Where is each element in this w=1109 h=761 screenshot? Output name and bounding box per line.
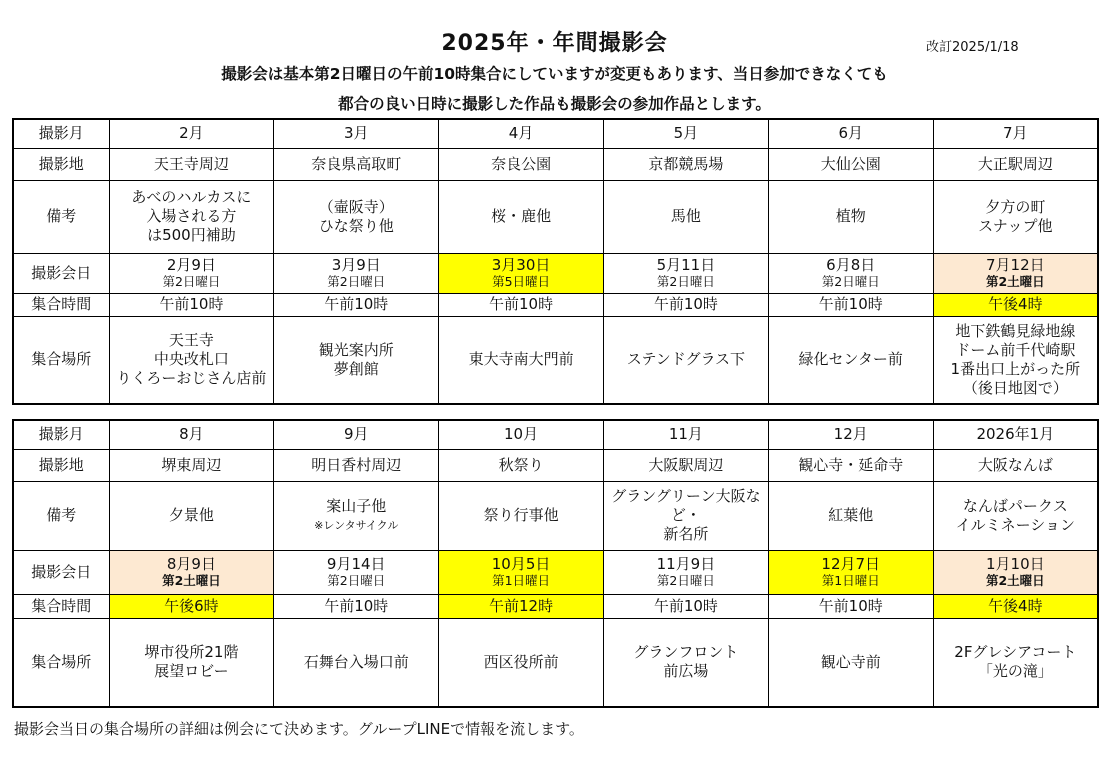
- meeting-line: 観光案内所: [318, 340, 394, 359]
- date-text: 10月5日: [491, 555, 551, 573]
- meeting-cell: [109, 316, 274, 404]
- date-text: 7月12日: [986, 256, 1045, 274]
- month-cell: 5月: [603, 119, 768, 148]
- weekday-text: 第2日曜日: [327, 573, 386, 588]
- place-cell: 堺東周辺: [109, 449, 274, 481]
- meeting-line: （後日地図で）: [962, 378, 1068, 397]
- row-meeting: [13, 316, 1098, 404]
- time-cell: 午前10時: [768, 293, 933, 316]
- meeting-line: 2Fグレシアコート: [954, 643, 1077, 662]
- place-cell: 大仙公園: [768, 148, 933, 180]
- date-cell-highlighted: [109, 550, 274, 594]
- meeting-line: 堺市役所21階: [144, 643, 239, 662]
- meeting-cell: 観心寺前: [768, 618, 933, 707]
- row-notes: [13, 481, 1098, 550]
- label-place: 撮影地: [13, 148, 109, 180]
- weekday-text: 第2土曜日: [162, 573, 221, 588]
- row-meeting: [13, 618, 1098, 707]
- time-cell: 午前10時: [768, 594, 933, 618]
- notes-cell: 桜・鹿他: [439, 180, 604, 253]
- meeting-line: 天王寺: [168, 331, 214, 350]
- label-meeting: 集合場所: [13, 316, 109, 404]
- date-text: 12月7日: [821, 555, 881, 573]
- weekday-text: 第2日曜日: [327, 274, 386, 289]
- place-cell: 大阪なんば: [933, 449, 1098, 481]
- meeting-cell: [603, 618, 768, 707]
- subtitle-line-1: 撮影会は基本第2日曜日の午前10時集合にしていますが変更もあります、当日参加できなくても: [221, 65, 888, 83]
- meeting-cell: 緑化センター前: [768, 316, 933, 404]
- weekday-text: 第2土曜日: [985, 274, 1045, 289]
- date-cell: [109, 253, 274, 293]
- meeting-cell: [274, 316, 439, 404]
- date-text: 8月9日: [166, 555, 216, 573]
- place-cell: 奈良県高取町: [274, 148, 439, 180]
- notes-cell: [933, 180, 1098, 253]
- notes-line: イルミネーション: [955, 515, 1076, 534]
- date-cell-highlighted: [933, 550, 1098, 594]
- row-place: [13, 449, 1098, 481]
- notes-line: あべのハルカスに: [131, 188, 252, 206]
- month-cell: 4月: [439, 119, 604, 148]
- meeting-cell: 西区役所前: [439, 618, 604, 707]
- meeting-line: 地下鉄鶴見緑地線: [955, 321, 1076, 340]
- month-cell: 8月: [109, 420, 274, 449]
- label-meeting: 集合場所: [13, 618, 109, 707]
- weekday-text: 第5日曜日: [492, 274, 551, 289]
- label-date: 撮影会日: [13, 550, 109, 594]
- label-month: 撮影月: [13, 119, 109, 148]
- notes-cell: [274, 481, 439, 550]
- month-cell: 6月: [768, 119, 933, 148]
- meeting-cell: 石舞台入場口前: [274, 618, 439, 707]
- date-text: 5月11日: [656, 256, 716, 274]
- weekday-text: 第1日曜日: [492, 573, 551, 588]
- meeting-line: 「光の滝」: [977, 662, 1053, 681]
- place-cell: 明日香村周辺: [274, 449, 439, 481]
- time-cell: 午前10時: [274, 293, 439, 316]
- date-cell-highlighted: [933, 253, 1098, 293]
- meeting-line: グランフロント: [633, 643, 739, 662]
- footer-note: 撮影会当日の集合場所の詳細は例会にて決めます。グループLINEで情報を流します。: [14, 720, 584, 738]
- date-text: 6月8日: [826, 256, 876, 274]
- meeting-line: 1番出口上がった所: [950, 359, 1081, 378]
- schedule-table-second-half: [12, 419, 1099, 708]
- notes-cell: [274, 180, 439, 253]
- row-date: [13, 550, 1098, 594]
- notes-small-line: ※レンタサイクル: [314, 518, 399, 532]
- label-month: 撮影月: [13, 420, 109, 449]
- date-text: 2月9日: [166, 256, 216, 274]
- notes-line: （壷阪寺）: [318, 197, 394, 216]
- time-cell-highlighted: 午前12時: [439, 594, 604, 618]
- weekday-text: 第2日曜日: [656, 274, 715, 289]
- notes-line: 入場される方: [146, 207, 237, 225]
- notes-cell: 馬他: [603, 180, 768, 253]
- row-time: [13, 293, 1098, 316]
- time-cell-highlighted: 午後4時: [933, 594, 1098, 618]
- place-cell: 大正駅周辺: [933, 148, 1098, 180]
- month-cell: 2026年1月: [933, 420, 1098, 449]
- meeting-line: 中央改札口: [153, 350, 229, 369]
- subtitle-line-2: 都合の良い日時に撮影した作品も撮影会の参加作品とします。: [338, 95, 771, 113]
- month-cell: 12月: [768, 420, 933, 449]
- label-notes: 備考: [13, 180, 109, 253]
- label-time: 集合時間: [13, 293, 109, 316]
- month-cell: 2月: [109, 119, 274, 148]
- notes-cell: 紅葉他: [768, 481, 933, 550]
- date-cell: [274, 550, 439, 594]
- meeting-line: 展望ロビー: [154, 662, 229, 681]
- notes-cell: [109, 180, 274, 253]
- row-month: [13, 420, 1098, 449]
- meeting-cell: ステンドグラス下: [603, 316, 768, 404]
- meeting-line: 夢創館: [333, 359, 379, 378]
- meeting-cell: 東大寺南大門前: [439, 316, 604, 404]
- time-cell-highlighted: 午後6時: [109, 594, 274, 618]
- date-cell-highlighted: [439, 550, 604, 594]
- notes-line: ひな祭り他: [318, 216, 394, 235]
- month-cell: 9月: [274, 420, 439, 449]
- meeting-line: ドーム前千代崎駅: [955, 340, 1076, 359]
- notes-line: は500円補助: [147, 226, 236, 244]
- meeting-cell: [109, 618, 274, 707]
- row-notes: [13, 180, 1098, 253]
- notes-cell: [603, 481, 768, 550]
- weekday-text: 第2土曜日: [985, 573, 1045, 588]
- notes-cell: 祭り行事他: [439, 481, 604, 550]
- meeting-line: 前広場: [663, 662, 709, 681]
- month-cell: 7月: [933, 119, 1098, 148]
- notes-line: 案山子他: [326, 496, 387, 515]
- label-place: 撮影地: [13, 449, 109, 481]
- notes-cell: [933, 481, 1098, 550]
- row-date: [13, 253, 1098, 293]
- month-cell: 10月: [439, 420, 604, 449]
- weekday-text: 第2日曜日: [656, 573, 715, 588]
- place-cell: 奈良公園: [439, 148, 604, 180]
- date-cell: [603, 253, 768, 293]
- label-date: 撮影会日: [13, 253, 109, 293]
- weekday-text: 第2日曜日: [821, 274, 880, 289]
- date-cell: [274, 253, 439, 293]
- time-cell: 午前10時: [603, 293, 768, 316]
- row-time: [13, 594, 1098, 618]
- date-text: 3月9日: [331, 256, 381, 274]
- place-cell: 天王寺周辺: [109, 148, 274, 180]
- meeting-cell: [933, 316, 1098, 404]
- date-cell: [768, 253, 933, 293]
- date-cell-highlighted: [768, 550, 933, 594]
- meeting-cell: [933, 618, 1098, 707]
- page-title: 2025年・年間撮影会: [441, 31, 668, 56]
- revision-date: 改訂2025/1/18: [926, 40, 1019, 55]
- place-cell: 大阪駅周辺: [603, 449, 768, 481]
- time-cell: 午前10時: [603, 594, 768, 618]
- date-cell-highlighted: [439, 253, 604, 293]
- notes-cell: 植物: [768, 180, 933, 253]
- time-cell: 午前10時: [109, 293, 274, 316]
- label-time: 集合時間: [13, 594, 109, 618]
- schedule-table-first-half: [12, 118, 1099, 405]
- notes-line: グラングリーン大阪など・: [611, 487, 761, 524]
- place-cell: 京都競馬場: [603, 148, 768, 180]
- label-notes: 備考: [13, 481, 109, 550]
- notes-cell: 夕景他: [109, 481, 274, 550]
- date-cell: [603, 550, 768, 594]
- month-cell: 11月: [603, 420, 768, 449]
- row-month: [13, 119, 1098, 148]
- notes-line: なんばパークス: [962, 496, 1068, 515]
- time-cell: 午前10時: [274, 594, 439, 618]
- weekday-text: 第2日曜日: [162, 274, 221, 289]
- date-text: 11月9日: [656, 555, 716, 573]
- weekday-text: 第1日曜日: [821, 573, 880, 588]
- meeting-line: りくろーおじさん店前: [116, 369, 267, 388]
- row-place: [13, 148, 1098, 180]
- notes-line: 夕方の町: [985, 197, 1046, 216]
- month-cell: 3月: [274, 119, 439, 148]
- date-text: 1月10日: [986, 555, 1045, 573]
- place-cell: 観心寺・延命寺: [768, 449, 933, 481]
- date-text: 3月30日: [491, 256, 551, 274]
- notes-line: 新名所: [663, 525, 709, 543]
- notes-line: スナップ他: [978, 216, 1053, 235]
- time-cell: 午前10時: [439, 293, 604, 316]
- time-cell-highlighted: 午後4時: [933, 293, 1098, 316]
- place-cell: 秋祭り: [439, 449, 604, 481]
- date-text: 9月14日: [326, 555, 386, 573]
